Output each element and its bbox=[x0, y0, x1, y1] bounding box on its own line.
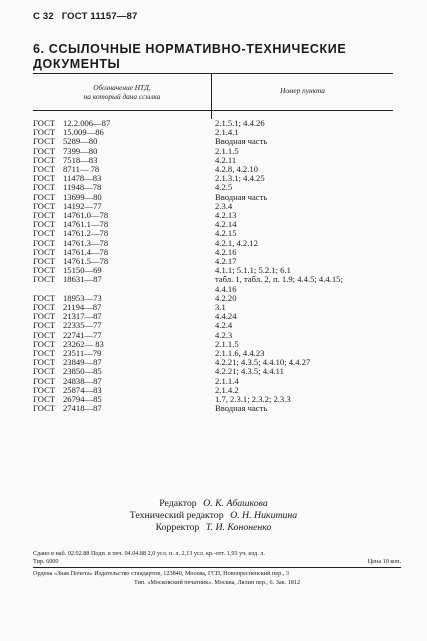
clause-cell: 2.1.4.2 bbox=[215, 384, 239, 395]
document-number: 5289—80 bbox=[63, 136, 98, 147]
document-cell bbox=[33, 239, 215, 248]
gost-prefix: ГОСТ bbox=[33, 366, 56, 377]
corrector-role: Корректор bbox=[155, 522, 200, 533]
clause-cell: 4.4.24 bbox=[215, 311, 237, 322]
document-cell bbox=[33, 211, 215, 220]
document-cell bbox=[33, 358, 215, 367]
gost-prefix: ГОСТ bbox=[33, 173, 56, 184]
imprint-footer bbox=[33, 550, 401, 587]
gost-prefix: ГОСТ bbox=[33, 237, 56, 248]
column-header-document-line1: Обозначение НТД, bbox=[93, 83, 151, 92]
document-cell bbox=[33, 331, 215, 340]
clause-cell: 4.2.14 bbox=[215, 219, 237, 230]
clause-cell: 2.3.4 bbox=[215, 200, 233, 211]
clause-cell: Вводная часть bbox=[215, 191, 268, 202]
column-header-document-line2: на который дана ссылка bbox=[83, 92, 161, 101]
gost-prefix: ГОСТ bbox=[33, 210, 56, 221]
document-number: 8711— 78 bbox=[63, 164, 100, 175]
running-header bbox=[33, 11, 142, 22]
gost-prefix: ГОСТ bbox=[33, 191, 56, 202]
document-cell bbox=[33, 367, 215, 376]
gost-prefix: ГОСТ bbox=[33, 403, 56, 414]
clause-cell: 1.7, 2.3.1; 2.3.2; 2.3.3 bbox=[215, 394, 291, 405]
gost-prefix: ГОСТ bbox=[33, 274, 56, 285]
imprint-rule bbox=[33, 567, 401, 568]
document-number: 14761.0—78 bbox=[63, 210, 109, 221]
gost-prefix: ГОСТ bbox=[33, 292, 56, 303]
document-cell bbox=[33, 395, 215, 404]
clause-cell: 2.1.1.4 bbox=[215, 375, 239, 386]
document-cell bbox=[33, 312, 215, 321]
document-number: 14192—77 bbox=[63, 200, 102, 211]
document-cell bbox=[33, 275, 215, 284]
document-number: 7518—83 bbox=[63, 154, 98, 165]
document-cell bbox=[33, 220, 215, 229]
gost-prefix: ГОСТ bbox=[33, 118, 56, 128]
clause-cell: 4.2.5 bbox=[215, 182, 233, 193]
document-number: 25874—83 bbox=[63, 384, 102, 395]
clause-cell: 4.2.13 bbox=[215, 210, 237, 221]
gost-prefix: ГОСТ bbox=[33, 219, 56, 230]
gost-prefix: ГОСТ bbox=[33, 246, 56, 257]
gost-prefix: ГОСТ bbox=[33, 127, 56, 138]
document-cell bbox=[33, 202, 215, 211]
document-number: 26794—85 bbox=[63, 394, 102, 405]
document-number: 14761.3—78 bbox=[63, 237, 109, 248]
document-cell bbox=[33, 257, 215, 266]
document-number: 21317—87 bbox=[63, 311, 102, 322]
document-number: 11948—78 bbox=[63, 182, 102, 193]
document-number: 18953—73 bbox=[63, 292, 102, 303]
editor-role: Редактор bbox=[159, 498, 197, 509]
gost-prefix: ГОСТ bbox=[33, 164, 56, 175]
references-table bbox=[33, 73, 393, 414]
document-cell bbox=[33, 266, 215, 275]
document-number: 27418—87 bbox=[63, 403, 102, 414]
document-cell bbox=[33, 294, 215, 303]
document-cell bbox=[33, 386, 215, 395]
document-number: 23850—85 bbox=[63, 366, 102, 377]
table-header bbox=[33, 74, 393, 111]
document-cell bbox=[33, 229, 215, 238]
gost-prefix: ГОСТ bbox=[33, 136, 56, 147]
imprint-line4: Тип. «Московский печатник». Москва, Лялин пер., 6. Зак. 1812 bbox=[133, 578, 301, 586]
clause-cell: 4.2.11 bbox=[215, 154, 237, 165]
document-cell bbox=[33, 340, 215, 349]
page-number: С 32 bbox=[33, 11, 54, 22]
clause-cell: Вводная часть bbox=[215, 136, 268, 147]
document-cell bbox=[33, 321, 215, 330]
gost-prefix: ГОСТ bbox=[33, 302, 56, 313]
gost-prefix: ГОСТ bbox=[33, 348, 56, 359]
clause-cell: 4.2.21; 4.3.5; 4.4.11 bbox=[215, 366, 284, 377]
document-number: 14761.5—78 bbox=[63, 256, 109, 267]
clause-cell: 2.1.1.6, 4.4.23 bbox=[215, 348, 265, 359]
document-number: 22741—77 bbox=[63, 329, 102, 340]
imprint-line1: Сдано в наб. 02.02.88 Подп. в печ. 04.04.88 2,0 усл. п. л. 2,13 усл. кр.-отт. 1,93 уч. изд. л. bbox=[33, 550, 265, 557]
document-cell bbox=[33, 183, 215, 192]
gost-prefix: ГОСТ bbox=[33, 329, 56, 340]
document-cell bbox=[33, 285, 215, 294]
gost-prefix: ГОСТ bbox=[33, 154, 56, 165]
document-number: 13699—80 bbox=[63, 191, 102, 202]
credit-corrector bbox=[0, 522, 427, 534]
document-cell bbox=[33, 303, 215, 312]
document-cell bbox=[33, 137, 215, 146]
document-number: 23262— 83 bbox=[63, 338, 104, 349]
document-cell bbox=[33, 174, 215, 183]
gost-prefix: ГОСТ bbox=[33, 200, 56, 211]
column-header-clause: Номер пункта bbox=[280, 86, 325, 95]
document-cell bbox=[33, 156, 215, 165]
document-number: 12.2.006—87 bbox=[63, 118, 111, 128]
document-cell bbox=[33, 119, 215, 128]
table-row bbox=[33, 275, 393, 284]
document-number: 11478—83 bbox=[63, 173, 102, 184]
imprint-line3: Ордена «Знак Почета» Издательство стандартов, 123840, Москва, ГСП, Новопресненский пер., 3 bbox=[33, 570, 289, 578]
document-number: 15150—69 bbox=[63, 265, 102, 276]
standard-number: ГОСТ 11157—87 bbox=[61, 11, 138, 22]
imprint-print-run: Тир. 6000 bbox=[33, 558, 59, 566]
column-header-document bbox=[33, 74, 212, 110]
gost-prefix: ГОСТ bbox=[33, 384, 56, 395]
gost-prefix: ГОСТ bbox=[33, 394, 56, 405]
tech-editor-name: О. Н. Никитина bbox=[230, 510, 298, 521]
clause-cell: 2.1.4.1 bbox=[215, 127, 239, 138]
corrector-name: Т. И. Кононенко bbox=[205, 522, 272, 533]
document-number: 14761.4—78 bbox=[63, 246, 109, 257]
tech-editor-role: Технический редактор bbox=[129, 510, 224, 521]
imprint-price: Цена 10 коп. bbox=[367, 558, 401, 566]
document-number: 15.009—86 bbox=[63, 127, 104, 138]
editor-name: О. К. Абашкова bbox=[203, 498, 268, 509]
clause-cell: 2.1.1.5 bbox=[215, 145, 239, 156]
section-title: 6. ССЫЛОЧНЫЕ НОРМАТИВНО-ТЕХНИЧЕСКИЕ ДОКУМЕНТЫ bbox=[33, 42, 347, 71]
clause-cell: 4.2.15 bbox=[215, 228, 237, 239]
clause-cell: 2.1.5.1; 4.4.26 bbox=[215, 118, 265, 128]
clause-cell: 4.2.20 bbox=[215, 292, 237, 303]
document-cell bbox=[33, 404, 215, 413]
document-cell bbox=[33, 248, 215, 257]
table-body bbox=[33, 111, 393, 414]
clause-cell: 2.1.1.5 bbox=[215, 338, 239, 349]
document-cell bbox=[33, 165, 215, 174]
gost-prefix: ГОСТ bbox=[33, 256, 56, 267]
document-number: 14761.1—78 bbox=[63, 219, 109, 230]
document-number: 18631—87 bbox=[63, 274, 102, 285]
gost-prefix: ГОСТ bbox=[33, 182, 56, 193]
document-number: 23849—87 bbox=[63, 357, 102, 368]
document-number: 21194—87 bbox=[63, 302, 102, 313]
gost-prefix: ГОСТ bbox=[33, 145, 56, 156]
document-cell bbox=[33, 193, 215, 202]
clause-cell: 4.1.1; 5.1.1; 5.2.1; 6.1 bbox=[215, 265, 291, 276]
credits-block bbox=[0, 498, 427, 534]
clause-cell: 4.2.16 bbox=[215, 246, 237, 257]
clause-cell: 4.2.8, 4.2.10 bbox=[215, 164, 258, 175]
document-number: 23511—79 bbox=[63, 348, 102, 359]
credit-editor bbox=[0, 498, 427, 510]
clause-cell: 2.1.3.1; 4.4.25 bbox=[215, 173, 265, 184]
clause-cell: 4.2.3 bbox=[215, 329, 233, 340]
gost-prefix: ГОСТ bbox=[33, 338, 56, 349]
clause-cell: 4.2.21; 4.3.5; 4.4.10; 4.4.27 bbox=[215, 357, 311, 368]
clause-cell: табл. 1, табл. 2, п. 1.9; 4.4.5; 4.4.15; bbox=[215, 274, 343, 285]
gost-prefix: ГОСТ bbox=[33, 375, 56, 386]
document-cell bbox=[33, 128, 215, 137]
clause-cell: 4.2.17 bbox=[215, 256, 237, 267]
clause-cell: 4.2.4 bbox=[215, 320, 233, 331]
credit-tech-editor bbox=[0, 510, 427, 522]
clause-cell: Вводная часть bbox=[215, 403, 268, 414]
document-cell bbox=[33, 147, 215, 156]
clause-cell: 3.1 bbox=[215, 302, 226, 313]
clause-cell: 4.2.1, 4.2.12 bbox=[215, 237, 258, 248]
gost-prefix: ГОСТ bbox=[33, 265, 56, 276]
document-cell bbox=[33, 349, 215, 358]
clause-cell: 4.4.16 bbox=[215, 283, 237, 294]
table-row bbox=[33, 404, 393, 413]
gost-prefix: ГОСТ bbox=[33, 311, 56, 322]
gost-prefix: ГОСТ bbox=[33, 357, 56, 368]
gost-prefix: ГОСТ bbox=[33, 320, 56, 331]
gost-prefix: ГОСТ bbox=[33, 228, 56, 239]
document-number: 24838—87 bbox=[63, 375, 102, 386]
document-number: 7399—80 bbox=[63, 145, 98, 156]
document-cell bbox=[33, 377, 215, 386]
document-number: 22335—77 bbox=[63, 320, 102, 331]
document-number: 14761.2—78 bbox=[63, 228, 109, 239]
imprint-line2 bbox=[33, 558, 401, 566]
